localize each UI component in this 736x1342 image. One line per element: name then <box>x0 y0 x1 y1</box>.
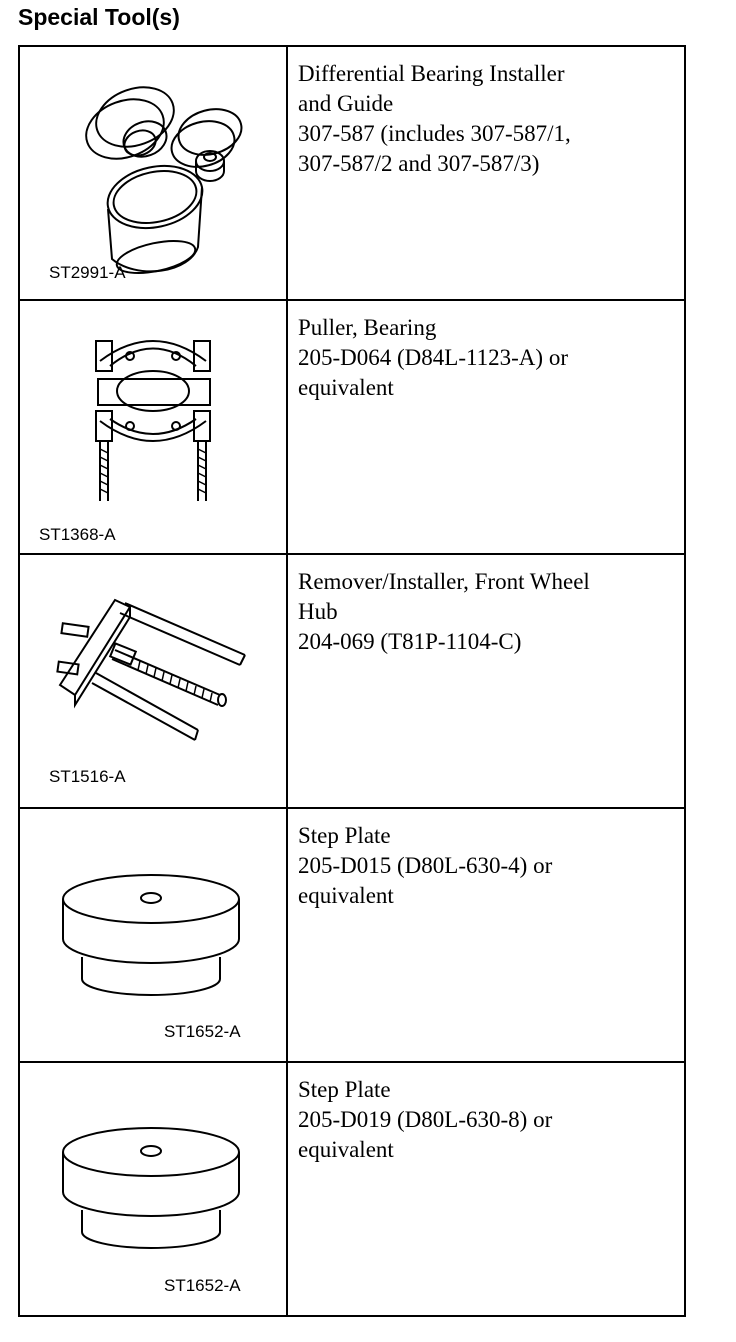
tool-number-line: 205-D019 (D80L-630-8) or <box>298 1107 553 1132</box>
tool-description-cell <box>287 300 685 554</box>
tool-illustration-cell <box>19 300 287 554</box>
tool-number-line: 307-587 (includes 307-587/1, <box>298 121 571 146</box>
tool-description <box>288 555 684 657</box>
tool-name-line: Remover/Installer, Front Wheel <box>298 569 590 594</box>
tool-illustration-cell <box>19 1062 287 1316</box>
page-title: Special Tool(s) <box>18 4 180 30</box>
table-row <box>19 554 685 808</box>
tool-description-cell <box>287 46 685 300</box>
tool-description <box>288 809 684 911</box>
tool-number-line: 307-587/2 and 307-587/3) <box>298 151 540 176</box>
tool-number-line: 205-D015 (D80L-630-4) or <box>298 853 553 878</box>
table-row <box>19 1062 685 1316</box>
illustration-code: ST1368-A <box>39 525 116 544</box>
table-row <box>19 808 685 1062</box>
bearing-puller-icon <box>20 301 286 553</box>
tool-name-line: Step Plate <box>298 823 391 848</box>
tool-description-cell <box>287 554 685 808</box>
tool-description <box>288 301 684 403</box>
tool-illustration-cell <box>19 554 287 808</box>
tool-description <box>288 47 684 179</box>
step-plate-icon <box>20 809 286 1061</box>
bearing-installer-icon <box>20 47 286 299</box>
tool-illustration-cell <box>19 808 287 1062</box>
illustration-code: ST2991-A <box>49 263 126 282</box>
tool-number-line: equivalent <box>298 1137 394 1162</box>
tool-name-line: Differential Bearing Installer <box>298 61 565 86</box>
tool-number-line: equivalent <box>298 375 394 400</box>
special-tools-table <box>18 45 686 1317</box>
step-plate-icon <box>20 1063 286 1315</box>
tool-name-line: Hub <box>298 599 338 624</box>
tool-name-line: Step Plate <box>298 1077 391 1102</box>
tool-number-line: equivalent <box>298 883 394 908</box>
table-row <box>19 300 685 554</box>
tool-description <box>288 1063 684 1165</box>
illustration-code: ST1516-A <box>49 767 126 786</box>
table-row <box>19 46 685 300</box>
tool-number-line: 205-D064 (D84L-1123-A) or <box>298 345 568 370</box>
tool-description-cell <box>287 808 685 1062</box>
illustration-code: ST1652-A <box>164 1022 241 1041</box>
tool-description-cell <box>287 1062 685 1316</box>
illustration-code: ST1652-A <box>164 1276 241 1295</box>
tool-name-line: and Guide <box>298 91 394 116</box>
tool-illustration-cell <box>19 46 287 300</box>
tool-number-line: 204-069 (T81P-1104-C) <box>298 629 522 654</box>
tool-name-line: Puller, Bearing <box>298 315 437 340</box>
